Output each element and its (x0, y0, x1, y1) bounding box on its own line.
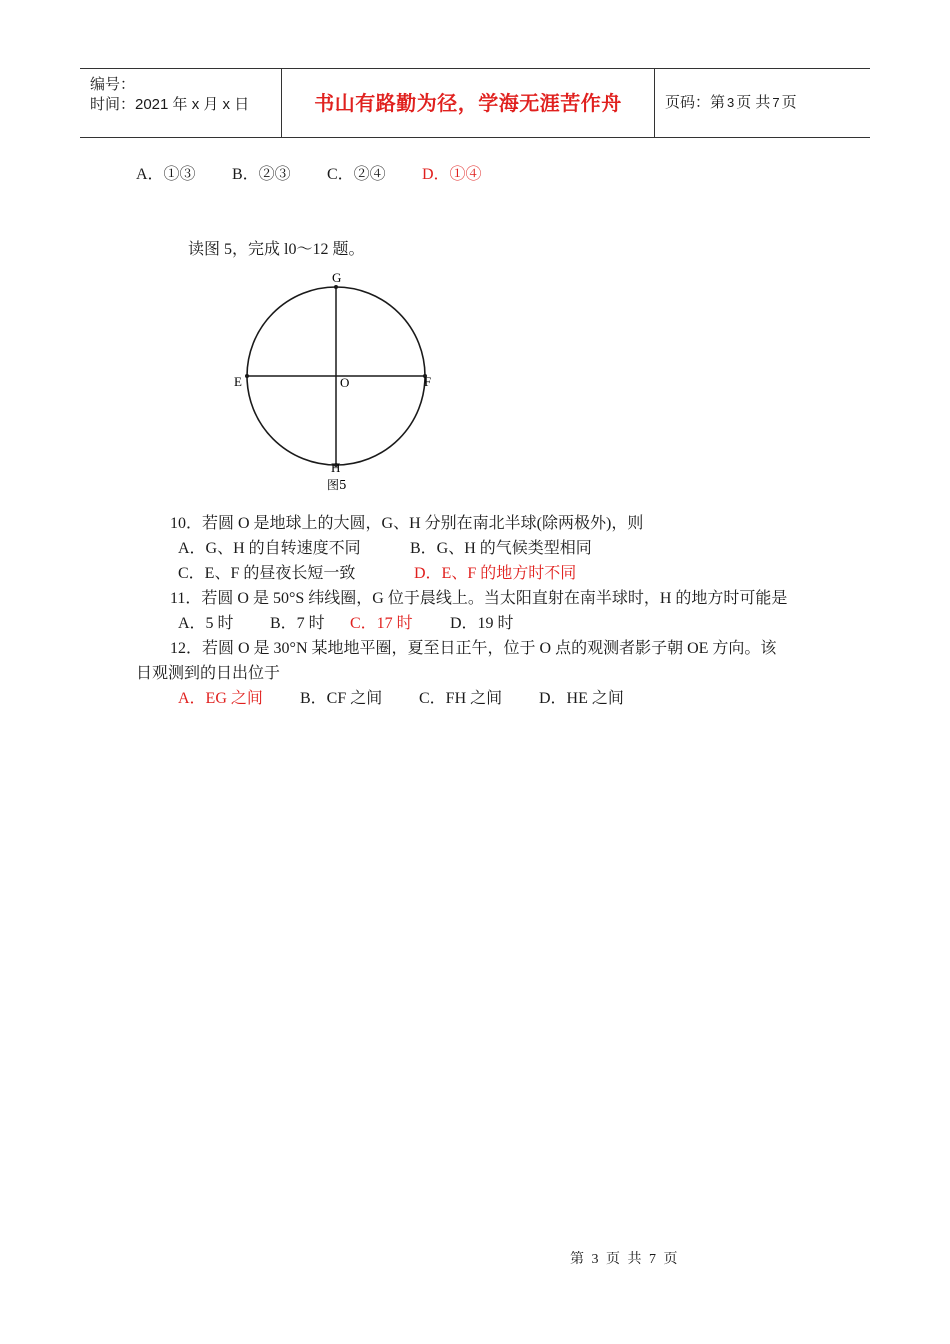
point-g (334, 285, 338, 289)
number-label: 编号： (90, 76, 136, 93)
label-h: H (331, 460, 341, 475)
question-12-stem-line2: 日观测到的日出位于 (136, 665, 281, 682)
prev-option-c: C．②④ (327, 166, 386, 183)
page-current: 3 (727, 95, 735, 110)
q12-option-b: B．CF 之间 (300, 690, 383, 707)
page-prefix: 页码：第 (665, 94, 726, 111)
label-o: O (340, 375, 350, 390)
figure-intro: 读图 5，完成 l0～12 题。 (188, 241, 365, 258)
label-e: E (234, 374, 242, 389)
circle-diagram (228, 268, 448, 498)
q11-option-d: D．19 时 (450, 615, 514, 632)
page-suffix: 页 (781, 94, 797, 111)
page-header (80, 68, 870, 138)
header-divider-right (654, 69, 655, 137)
q10-option-b: B．G、H 的气候类型相同 (410, 540, 592, 557)
footer-mid: 页 共 (606, 1252, 642, 1267)
footer-total: 7 (649, 1252, 656, 1267)
header-motto: 书山有路勤为径，学海无涯苦作舟 (314, 91, 622, 115)
prev-option-b: B．②③ (232, 166, 291, 183)
page-footer (570, 1248, 678, 1268)
figure-5 (228, 268, 448, 498)
header-page-info (665, 69, 797, 137)
footer-prefix: 第 (570, 1252, 584, 1267)
q11-option-c-answer: C．17 时 (350, 615, 413, 632)
header-meta (80, 69, 280, 137)
time-label: 时间：2021 年 x 月 x 日 (90, 96, 250, 113)
footer-current: 3 (591, 1252, 599, 1267)
q10-option-a: A．G、H 的自转速度不同 (178, 540, 361, 557)
q12-option-a-answer: A．EG 之间 (178, 690, 263, 707)
question-11-stem: 11．若圆 O 是 50°S 纬线圈，G 位于晨线上。当太阳直射在南半球时，H 的地方时可能是 (170, 590, 788, 607)
q12-option-c: C．FH 之间 (419, 690, 503, 707)
q10-option-c: C．E、F 的昼夜长短一致 (178, 565, 356, 582)
q12-option-d: D．HE 之间 (539, 690, 624, 707)
figure-caption: 图5 (327, 478, 347, 492)
question-10-stem: 10．若圆 O 是地球上的大圆，G、H 分别在南北半球(除两极外)，则 (170, 515, 644, 532)
q11-option-a: A．5 时 (178, 615, 234, 632)
footer-suffix: 页 (663, 1252, 678, 1267)
q10-option-d-answer: D．E、F 的地方时不同 (414, 565, 577, 582)
q11-option-b: B．7 时 (270, 615, 325, 632)
page-mid: 页 共 (736, 94, 771, 111)
label-g: G (332, 270, 342, 285)
label-f: F (424, 374, 432, 389)
prev-option-d-answer: D．①④ (422, 166, 482, 183)
question-12-stem-line1: 12．若圆 O 是 30°N 某地地平圈，夏至日正午，位于 O 点的观测者影子朝 OE 方向。该 (170, 640, 777, 657)
page-total: 7 (772, 95, 780, 110)
prev-option-a: A．①③ (136, 166, 196, 183)
point-e (245, 374, 249, 378)
